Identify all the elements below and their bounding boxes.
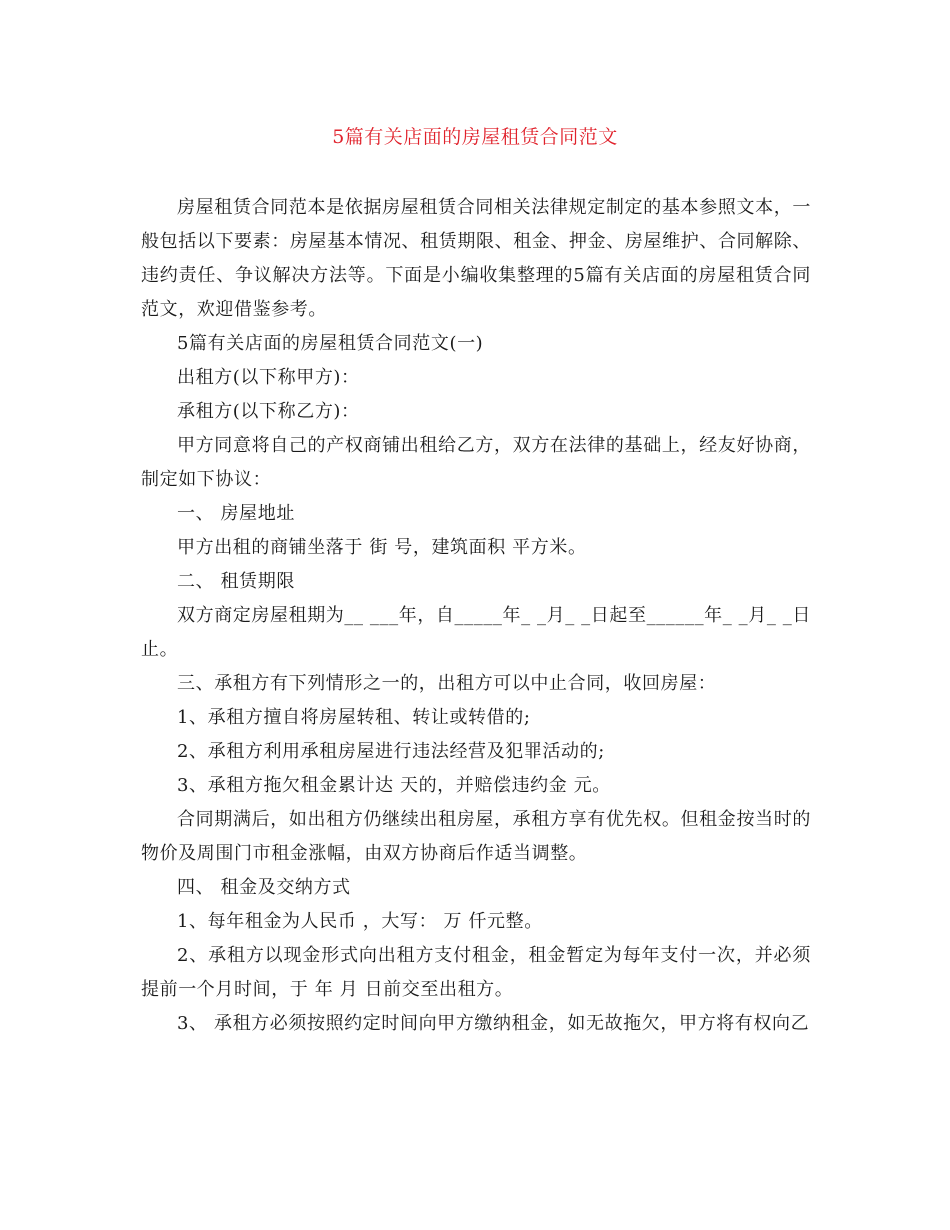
section-heading-contract-one: 5篇有关店面的房屋租赁合同范文(一) [177,333,484,354]
clause-text-address: 甲方出租的商铺坐落于 街 号，建筑面积 平方米。 [177,537,587,558]
termination-item-3: 3、承租方拖欠租金累计达 天的，并赔偿违约金 元。 [177,775,611,796]
rent-item-3: 3、 承租方必须按照约定时间向甲方缴纳租金，如无故拖欠，甲方将有权向乙 [177,1013,810,1034]
clause-heading-rent: 四、 租金及交纳方式 [177,877,351,898]
clause-heading-address: 一、 房屋地址 [177,503,295,524]
termination-item-1: 1、承租方擅自将房屋转租、转让或转借的; [177,707,531,728]
rent-item-2: 2、承租方以现金形式向出租方支付租金，租金暂定为每年支付一次，并必须提前一个月时间，于 年 月 日前交至出租方。 [141,945,811,1000]
agreement-preamble: 甲方同意将自己的产权商铺出租给乙方，双方在法律的基础上，经友好协商，制定如下协议： [141,435,811,490]
termination-item-2: 2、承租方利用承租房屋进行违法经营及犯罪活动的; [177,741,605,762]
clause-heading-term: 二、 租赁期限 [177,571,295,592]
clause-text-term: 双方商定房屋租期为__ ___年，自_____年_ _月_ _日起至______年_ _月_ _日止。 [141,605,812,660]
document-body [141,191,811,1041]
rent-item-1: 1、每年租金为人民币 ，大写： 万 仟元整。 [177,911,543,932]
clause-heading-termination: 三、承租方有下列情形之一的，出租方可以中止合同，收回房屋： [177,673,717,694]
lessee-line: 承租方(以下称乙方)： [177,401,360,422]
document-title: 5篇有关店面的房屋租赁合同范文 [332,126,618,148]
intro-paragraph: 房屋租赁合同范本是依据房屋租赁合同相关法律规定制定的基本参照文本，一般包括以下要素：房屋基本情况、租赁期限、租金、押金、房屋维护、合同解除、违约责任、争议解决方法等。下面是小编收集整理的5篇有关店面的房屋租赁合同范文，欢迎借鉴参考。 [141,197,811,320]
lessor-line: 出租方(以下称甲方)： [177,367,360,388]
renewal-paragraph: 合同期满后，如出租方仍继续出租房屋，承租方享有优先权。但租金按当时的物价及周围门市租金涨幅，由双方协商后作适当调整。 [141,809,811,864]
